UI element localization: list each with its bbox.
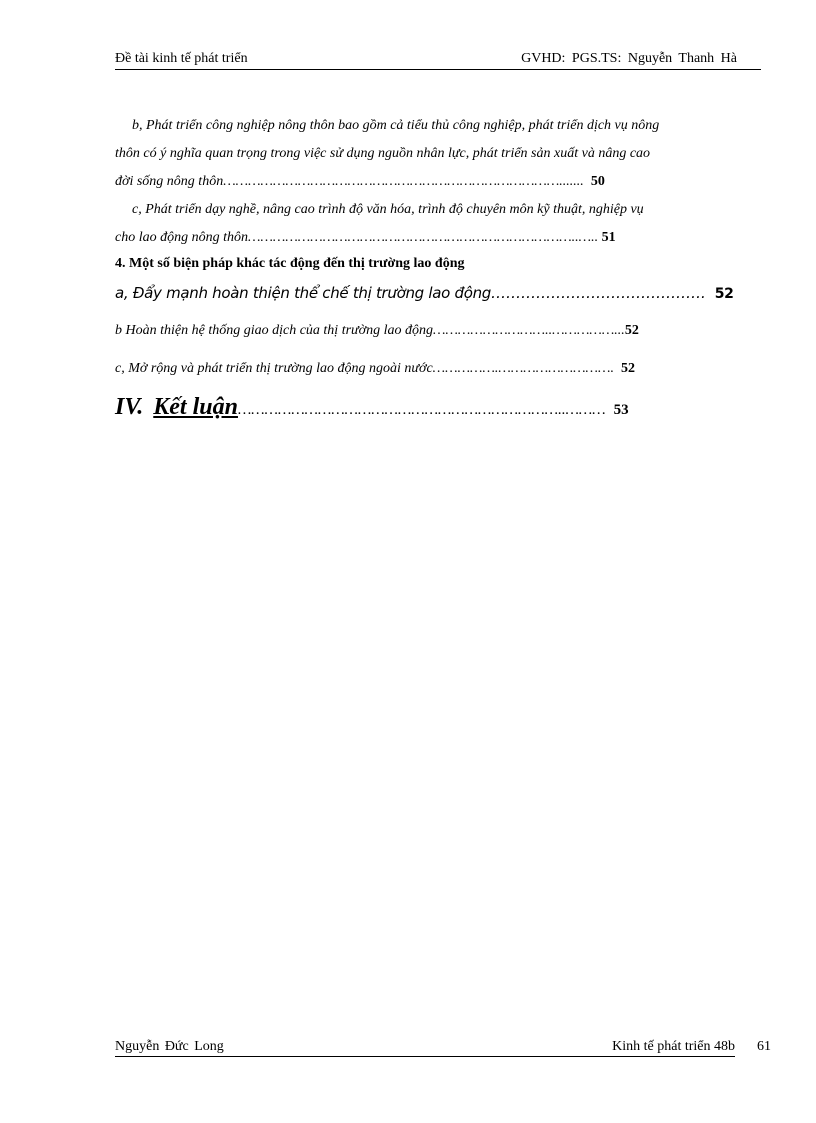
toc-entry-4a-text: a, Đẩy mạnh hoàn thiện thể chế thị trường lao động <box>115 284 492 302</box>
toc-entry-b-page: 50 <box>590 174 605 189</box>
toc-entry-b-line1: b, Phát triển công nghiệp nông thôn bao gồm cả tiểu thủ công nghiệp, phát triển dịch vụ nông <box>132 118 660 133</box>
toc-entry-4b <box>115 317 757 345</box>
toc-entry-c-line1: c, Phát triển dạy nghề, nâng cao trình độ văn hóa, trình độ chuyên môn kỹ thuật, nghiệp vụ <box>132 202 644 217</box>
toc-entry-iv-leader: ………………………………………………………………..……… <box>237 402 606 418</box>
section-4-heading: 4. Một số biện pháp khác tác động đến thị trường lao động <box>115 256 465 271</box>
toc-entry-c-page: 51 <box>601 230 616 245</box>
toc-entry-iv-title: Kết luận <box>153 394 238 420</box>
toc-entry-iv <box>115 394 757 421</box>
toc-entry-c-leader: ……………………………………………………………………..….. <box>248 230 599 245</box>
footer-class: Kinh tế phát triển 48b <box>612 1039 735 1054</box>
toc-entry-4c-text: c, Mở rộng và phát triển thị trường lao động ngoài nước <box>115 361 433 376</box>
toc-entry-4c-page: 52 <box>620 361 635 376</box>
toc-entry-b-line2: thôn có ý nghĩa quan trọng trong việc sử dụng nguồn nhân lực, phát triển sản xuất và nâng cao <box>115 146 651 161</box>
footer-author: Nguyễn Đức Long <box>115 1039 224 1054</box>
toc-entry-4b-page: 52 <box>624 323 639 338</box>
page-header <box>115 51 761 70</box>
toc-entry-4b-leader: ………………………..……………... <box>433 323 625 338</box>
toc-entry-4b-text: b Hoàn thiện hệ thống giao dịch của thị trường lao động <box>115 323 434 338</box>
toc-entry-4a-leader: ……………………………………. <box>491 284 706 302</box>
toc-entry-b-leader: ………………………………………………………………………....... <box>223 174 584 189</box>
header-topic: Đề tài kinh tế phát triển <box>115 51 248 66</box>
page-footer <box>115 1039 735 1057</box>
toc-entry-b <box>115 112 757 196</box>
header-supervisor: GVHD: PGS.TS: Nguyễn Thanh Hà <box>521 51 737 66</box>
toc-entry-c-line2: cho lao động nông thôn <box>115 230 248 245</box>
toc-entry-iv-number: IV. <box>115 394 144 420</box>
toc-entry-4a-page: 52 <box>714 286 734 302</box>
toc-entry-iv-page: 53 <box>613 402 629 418</box>
toc-entry-4c <box>115 355 757 383</box>
toc-entry-b-line3: đời sống nông thôn <box>115 174 224 189</box>
page-number: 61 <box>757 1039 771 1054</box>
toc-entry-4c-leader: …………….………………………. <box>432 361 618 376</box>
toc-entry-4a <box>115 279 757 308</box>
toc-entry-c <box>115 196 757 252</box>
